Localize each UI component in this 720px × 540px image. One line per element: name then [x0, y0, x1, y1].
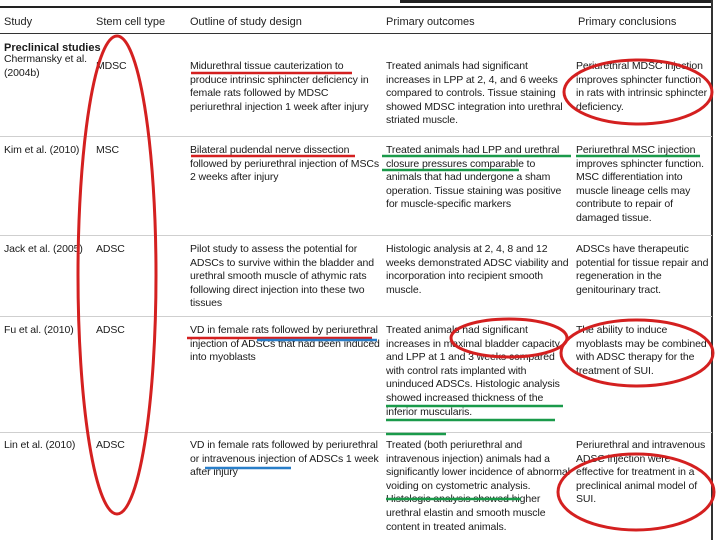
header-rule-bottom: [0, 33, 712, 34]
header-stem-cell-type: Stem cell type: [96, 16, 166, 28]
header-study-design: Outline of study design: [190, 16, 302, 28]
row1-study: Chermansky et al. (2004b): [4, 53, 87, 79]
row4-outcomes: Treated animals had significant increases in maximal bladder capacity and LPP at 1 and 3 weeks compared with control rats implanted with uninduced ADSCs. Histologic analysis showed increased thickness of the inferior muscularis.: [386, 324, 560, 418]
row5-design: VD in female rats followed by periurethral or intravenous injection of ADSCs 1 week after injury: [190, 439, 379, 479]
row2-design: Bilateral pudendal nerve dissection followed by periurethral injection of MSCs 2 weeks after injury: [190, 144, 379, 184]
header-rule-top: [0, 6, 712, 8]
row-separator: [0, 136, 712, 137]
row2-outcomes: Treated animals had LPP and urethral closure pressures comparable to animals that had undergone a sham operation. Tissue staining was positive for muscle-specific markers: [386, 144, 562, 211]
section-label: Preclinical studies: [4, 42, 101, 54]
row2-cell-type: MSC: [96, 144, 120, 156]
row5-cell-type: ADSC: [96, 439, 125, 451]
row1-outcomes: Treated animals had significant increases in LPP at 2, 4, and 6 weeks compared to controls. Tissue staining showed MDSC integration into urethral striated muscle.: [386, 60, 563, 127]
row5-outcomes: Treated (both periurethral and intravenous injection) animals had a significantly lower incidence of abnormal voiding on cystometric analysis. Histologic analysis showed higher urethral elastin and smooth muscle content in treated animals.: [386, 439, 570, 533]
row-separator: [0, 432, 712, 433]
row1-cell-type: MDSC: [96, 60, 127, 72]
row3-design: Pilot study to assess the potential for ADSCs to survive within the bladder and urethral smooth muscle of athymic rats following direct injection into these two tissues: [190, 243, 375, 310]
row-separator: [0, 316, 712, 317]
top-border: [400, 0, 712, 3]
row2-study: Kim et al. (2010): [4, 144, 80, 156]
table-right-edge: [711, 0, 713, 540]
row4-conclusions: The ability to induce myoblasts may be combined with ADSC therapy for the treatment of SUI.: [576, 324, 707, 377]
row5-study: Lin et al. (2010): [4, 439, 76, 451]
row2-conclusions: Periurethral MSC injection improves sphincter function. MSC differentiation into muscle lineage cells may contribute to repair of damaged tissue.: [576, 144, 704, 224]
row4-study: Fu et al. (2010): [4, 324, 74, 336]
row5-conclusions: Periurethral and intravenous ADSC injection were effective for treatment in a preclinical animal model of SUI.: [576, 439, 706, 506]
header-study: Study: [4, 16, 33, 28]
row3-conclusions: ADSCs have therapeutic potential for tissue repair and regeneration in the genitourinary tract.: [576, 243, 709, 296]
row4-cell-type: ADSC: [96, 324, 125, 336]
row4-design: VD in female rats followed by periurethral injection of ADSCs that had been induced into myoblasts: [190, 324, 380, 364]
row3-study: Jack et al. (2005): [4, 243, 83, 255]
row3-cell-type: ADSC: [96, 243, 125, 255]
row1-conclusions: Periurethral MDSC injection improves sphincter function in rats with intrinsic sphincter deficiency.: [576, 60, 708, 113]
row-separator: [0, 235, 712, 236]
row1-design: Midurethral tissue cauterization to produce intrinsic sphincter deficiency in female rats followed by MDSC periurethral injection 1 week after injury: [190, 60, 369, 113]
header-primary-outcomes: Primary outcomes: [386, 16, 475, 28]
header-primary-conclusions: Primary conclusions: [578, 16, 677, 28]
row3-outcomes: Histologic analysis at 2, 4, 8 and 12 weeks demonstrated ADSC viability and incorporation into recipient smooth muscle.: [386, 243, 569, 296]
